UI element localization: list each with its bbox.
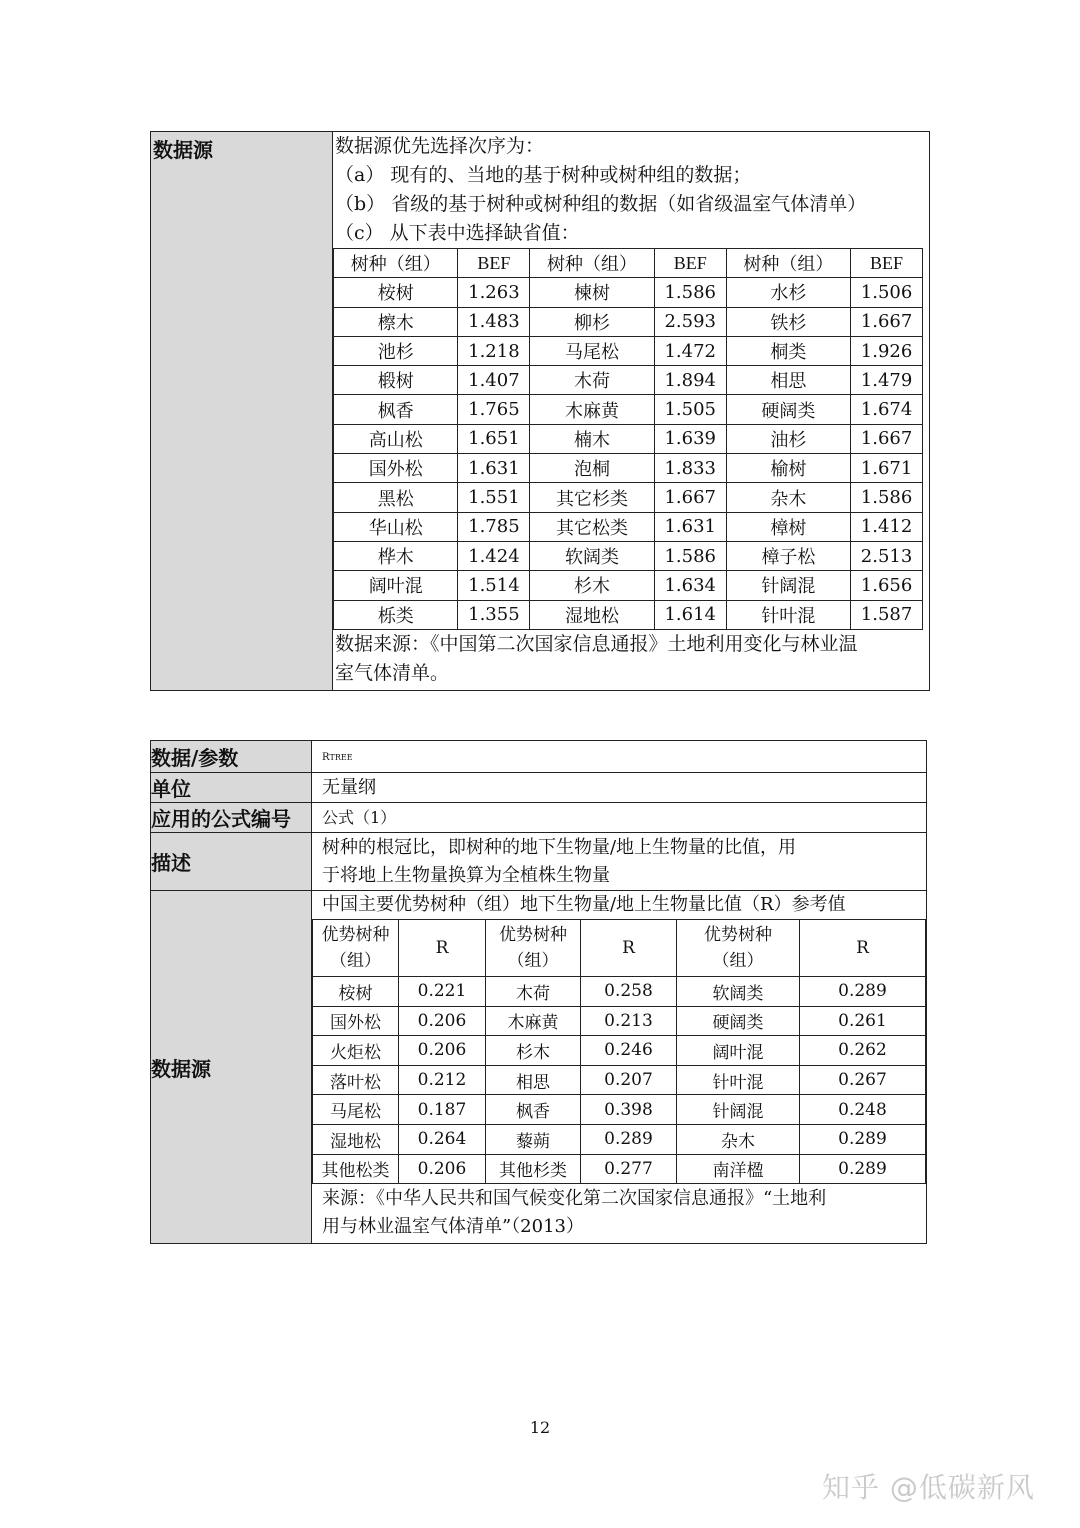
source-content <box>311 891 926 1244</box>
bef-value-cell: 1.479 <box>851 366 923 395</box>
bef-value-cell: 1.674 <box>851 395 923 424</box>
bef-value-cell: 1.926 <box>851 336 923 365</box>
bef-value-cell: 1.894 <box>654 366 726 395</box>
r-value-cell: 0.207 <box>580 1065 676 1095</box>
bef-header: BEF <box>458 249 530 278</box>
source-label <box>151 891 312 1244</box>
root-shoot-ratio-table <box>150 740 927 1244</box>
r-value-cell: 0.277 <box>580 1154 676 1184</box>
species-cell: 池杉 <box>334 336 458 365</box>
intro-line-3: （b） 省级的基于树种或树种组的数据（如省级温室气体清单） <box>335 193 867 215</box>
bef-value-cell: 1.671 <box>851 454 923 483</box>
species-header-l2: （组） <box>329 951 381 971</box>
species-cell: 湿地松 <box>312 1124 398 1154</box>
species-cell: 桦木 <box>334 541 458 570</box>
unit-value: 无量纲 <box>311 773 926 803</box>
r-reference-values-table <box>312 919 926 1184</box>
description-line-2: 于将地上生物量换算为全植株生物量 <box>321 864 610 886</box>
bef-source-note-line-1: 数据来源：《中国第二次国家信息通报》土地利用变化与林业温 <box>335 632 858 655</box>
r-value-cell: 0.289 <box>799 1124 925 1154</box>
bef-value-cell: 1.483 <box>458 307 530 336</box>
species-header-l2: （组） <box>712 951 764 971</box>
species-header: 树种（组） <box>530 249 654 278</box>
bef-header: BEF <box>654 249 726 278</box>
bef-value-cell: 1.765 <box>458 395 530 424</box>
bef-value-cell: 1.639 <box>654 424 726 453</box>
bef-value-cell: 1.586 <box>654 541 726 570</box>
species-cell: 阔叶混 <box>334 571 458 600</box>
species-cell: 硬阔类 <box>676 1006 799 1036</box>
r-source-note-line-1: 来源：《中华人民共和国气候变化第二次国家信息通报》“土地利 <box>321 1188 827 1210</box>
species-cell: 软阔类 <box>676 977 799 1007</box>
species-cell: 桉树 <box>334 278 458 307</box>
species-cell: 相思 <box>726 366 850 395</box>
intro-line-1: 数据源优先选择次序为： <box>335 135 545 157</box>
table-row <box>312 1036 925 1066</box>
param-label <box>151 741 312 773</box>
species-cell: 木麻黄 <box>485 1006 580 1036</box>
species-cell: 湿地松 <box>530 600 654 629</box>
bef-header: BEF <box>851 249 923 278</box>
bef-header-row <box>334 249 923 278</box>
table-row <box>334 366 923 395</box>
bef-value-cell: 2.513 <box>851 541 923 570</box>
species-cell: 国外松 <box>334 454 458 483</box>
data-source-label <box>151 132 333 691</box>
table-row <box>312 977 925 1007</box>
description-value <box>311 833 926 891</box>
bef-value-cell: 1.667 <box>654 483 726 512</box>
species-cell: 枫香 <box>485 1095 580 1125</box>
bef-value-cell: 1.634 <box>654 571 726 600</box>
species-header: 树种（组） <box>726 249 850 278</box>
bef-value-cell: 1.587 <box>851 600 923 629</box>
table-row <box>312 1154 925 1184</box>
r-value-cell: 0.206 <box>398 1154 485 1184</box>
formula-value: 公式（1） <box>311 803 926 833</box>
species-cell: 杂木 <box>676 1124 799 1154</box>
species-cell: 桉树 <box>312 977 398 1007</box>
watermark: 知乎 @低碳新风 <box>822 1471 1035 1504</box>
r-value-cell: 0.289 <box>799 1154 925 1184</box>
species-cell: 其它杉类 <box>530 483 654 512</box>
r-value-cell: 0.261 <box>799 1006 925 1036</box>
bef-value-cell: 1.424 <box>458 541 530 570</box>
r-value-cell: 0.206 <box>398 1036 485 1066</box>
species-cell: 木荷 <box>485 977 580 1007</box>
r-value-cell: 0.213 <box>580 1006 676 1036</box>
bef-value-cell: 1.551 <box>458 483 530 512</box>
table-row <box>334 336 923 365</box>
bef-value-cell: 1.472 <box>654 336 726 365</box>
bef-source-note-line-2: 室气体清单。 <box>335 661 450 684</box>
description-label-text: 描述 <box>151 851 191 875</box>
r-value-cell: 0.267 <box>799 1065 925 1095</box>
table-row <box>312 1124 925 1154</box>
description-label <box>151 833 312 891</box>
species-cell: 木荷 <box>530 366 654 395</box>
species-cell: 针阔混 <box>726 571 850 600</box>
species-cell: 杉木 <box>530 571 654 600</box>
description-line-1: 树种的根冠比，即树种的地下生物量/地上生物量的比值，用 <box>321 836 797 858</box>
bef-value-cell: 1.506 <box>851 278 923 307</box>
r-value-cell: 0.206 <box>398 1006 485 1036</box>
bef-value-cell: 1.514 <box>458 571 530 600</box>
formula-label <box>151 803 312 833</box>
table-row <box>334 571 923 600</box>
r-value-cell: 0.248 <box>799 1095 925 1125</box>
species-cell: 其他杉类 <box>485 1154 580 1184</box>
species-cell: 南洋楹 <box>676 1154 799 1184</box>
species-cell: 杉木 <box>485 1036 580 1066</box>
intro-line-2: （a） 现有的、当地的基于树种或树种组的数据； <box>335 164 752 186</box>
species-cell: 华山松 <box>334 512 458 541</box>
species-cell: 樟树 <box>726 512 850 541</box>
bef-value-cell: 1.667 <box>851 424 923 453</box>
species-cell: 黑松 <box>334 483 458 512</box>
species-cell: 杂木 <box>726 483 850 512</box>
table-row <box>312 1095 925 1125</box>
param-value <box>311 741 926 773</box>
species-header <box>485 920 580 977</box>
species-cell: 水杉 <box>726 278 850 307</box>
species-cell: 针叶混 <box>676 1065 799 1095</box>
species-cell: 相思 <box>485 1065 580 1095</box>
species-cell: 针叶混 <box>726 600 850 629</box>
unit-label <box>151 773 312 803</box>
table-row <box>334 395 923 424</box>
species-cell: 马尾松 <box>312 1095 398 1125</box>
r-header: R <box>799 920 925 977</box>
r-source-note-line-2: 用与林业温室气体清单”（2013） <box>321 1216 584 1238</box>
table-row <box>334 424 923 453</box>
data-source-content <box>333 132 930 691</box>
species-cell: 马尾松 <box>530 336 654 365</box>
r-value-cell: 0.246 <box>580 1036 676 1066</box>
species-cell: 铁杉 <box>726 307 850 336</box>
param-value-sub: TREE <box>329 753 353 762</box>
species-cell: 阔叶混 <box>676 1036 799 1066</box>
bef-value-cell: 1.631 <box>654 512 726 541</box>
param-label-text: 数据/参数 <box>151 746 239 770</box>
table-row <box>334 600 923 629</box>
r-value-cell: 0.221 <box>398 977 485 1007</box>
bef-value-cell: 1.833 <box>654 454 726 483</box>
data-source-label-text: 数据源 <box>153 138 213 162</box>
species-cell: 栎类 <box>334 600 458 629</box>
bef-value-cell: 1.631 <box>458 454 530 483</box>
species-header-l2: （组） <box>507 951 559 971</box>
species-cell: 椴树 <box>334 366 458 395</box>
species-cell: 高山松 <box>334 424 458 453</box>
species-cell: 落叶松 <box>312 1065 398 1095</box>
species-cell: 樟子松 <box>726 541 850 570</box>
species-cell: 针阔混 <box>676 1095 799 1125</box>
bef-value-cell: 1.656 <box>851 571 923 600</box>
species-cell: 国外松 <box>312 1006 398 1036</box>
bef-value-cell: 2.593 <box>654 307 726 336</box>
species-cell: 桐类 <box>726 336 850 365</box>
species-header-l1: 优势树种 <box>498 925 567 945</box>
r-table-header-row <box>312 920 925 977</box>
species-cell: 楝树 <box>530 278 654 307</box>
table-row <box>334 307 923 336</box>
bef-value-cell: 1.263 <box>458 278 530 307</box>
r-value-cell: 0.289 <box>799 977 925 1007</box>
species-cell: 硬阔类 <box>726 395 850 424</box>
species-cell: 其他松类 <box>312 1154 398 1184</box>
bef-value-cell: 1.614 <box>654 600 726 629</box>
r-table-title: 中国主要优势树种（组）地下生物量/地上生物量比值（R）参考值 <box>321 894 846 915</box>
bef-value-cell: 1.218 <box>458 336 530 365</box>
r-header: R <box>580 920 676 977</box>
bef-value-cell: 1.667 <box>851 307 923 336</box>
table-row <box>334 512 923 541</box>
species-header: 树种（组） <box>334 249 458 278</box>
species-header-l1: 优势树种 <box>703 925 772 945</box>
page-number: 12 <box>529 1418 551 1437</box>
r-value-cell: 0.262 <box>799 1036 925 1066</box>
table-row <box>334 483 923 512</box>
species-header <box>312 920 398 977</box>
bef-value-cell: 1.586 <box>851 483 923 512</box>
bef-data-source-table <box>150 131 930 691</box>
r-header: R <box>398 920 485 977</box>
source-label-text: 数据源 <box>151 1056 211 1081</box>
species-cell: 檫木 <box>334 307 458 336</box>
bef-value-cell: 1.651 <box>458 424 530 453</box>
formula-label-text: 应用的公式编号 <box>151 807 291 831</box>
species-cell: 藜蒴 <box>485 1124 580 1154</box>
bef-value-cell: 1.355 <box>458 600 530 629</box>
species-cell: 软阔类 <box>530 541 654 570</box>
r-value-cell: 0.289 <box>580 1124 676 1154</box>
species-cell: 其它松类 <box>530 512 654 541</box>
species-cell: 木麻黄 <box>530 395 654 424</box>
param-value-main: R <box>321 752 330 763</box>
r-value-cell: 0.398 <box>580 1095 676 1125</box>
species-cell: 榆树 <box>726 454 850 483</box>
species-cell: 泡桐 <box>530 454 654 483</box>
bef-value-cell: 1.505 <box>654 395 726 424</box>
species-cell: 柳杉 <box>530 307 654 336</box>
intro-line-4: （c） 从下表中选择缺省值： <box>335 222 580 244</box>
bef-value-cell: 1.785 <box>458 512 530 541</box>
species-header <box>676 920 799 977</box>
species-header-l1: 优势树种 <box>321 925 390 945</box>
bef-value-cell: 1.412 <box>851 512 923 541</box>
table-row <box>334 278 923 307</box>
species-cell: 楠木 <box>530 424 654 453</box>
r-value-cell: 0.187 <box>398 1095 485 1125</box>
bef-default-values-table <box>333 248 923 630</box>
r-value-cell: 0.258 <box>580 977 676 1007</box>
unit-label-text: 单位 <box>151 777 191 801</box>
table-row <box>334 454 923 483</box>
r-value-cell: 0.212 <box>398 1065 485 1095</box>
species-cell: 枫香 <box>334 395 458 424</box>
r-value-cell: 0.264 <box>398 1124 485 1154</box>
bef-value-cell: 1.586 <box>654 278 726 307</box>
species-cell: 油杉 <box>726 424 850 453</box>
bef-value-cell: 1.407 <box>458 366 530 395</box>
table-row <box>312 1006 925 1036</box>
species-cell: 火炬松 <box>312 1036 398 1066</box>
table-row <box>334 541 923 570</box>
table-row <box>312 1065 925 1095</box>
